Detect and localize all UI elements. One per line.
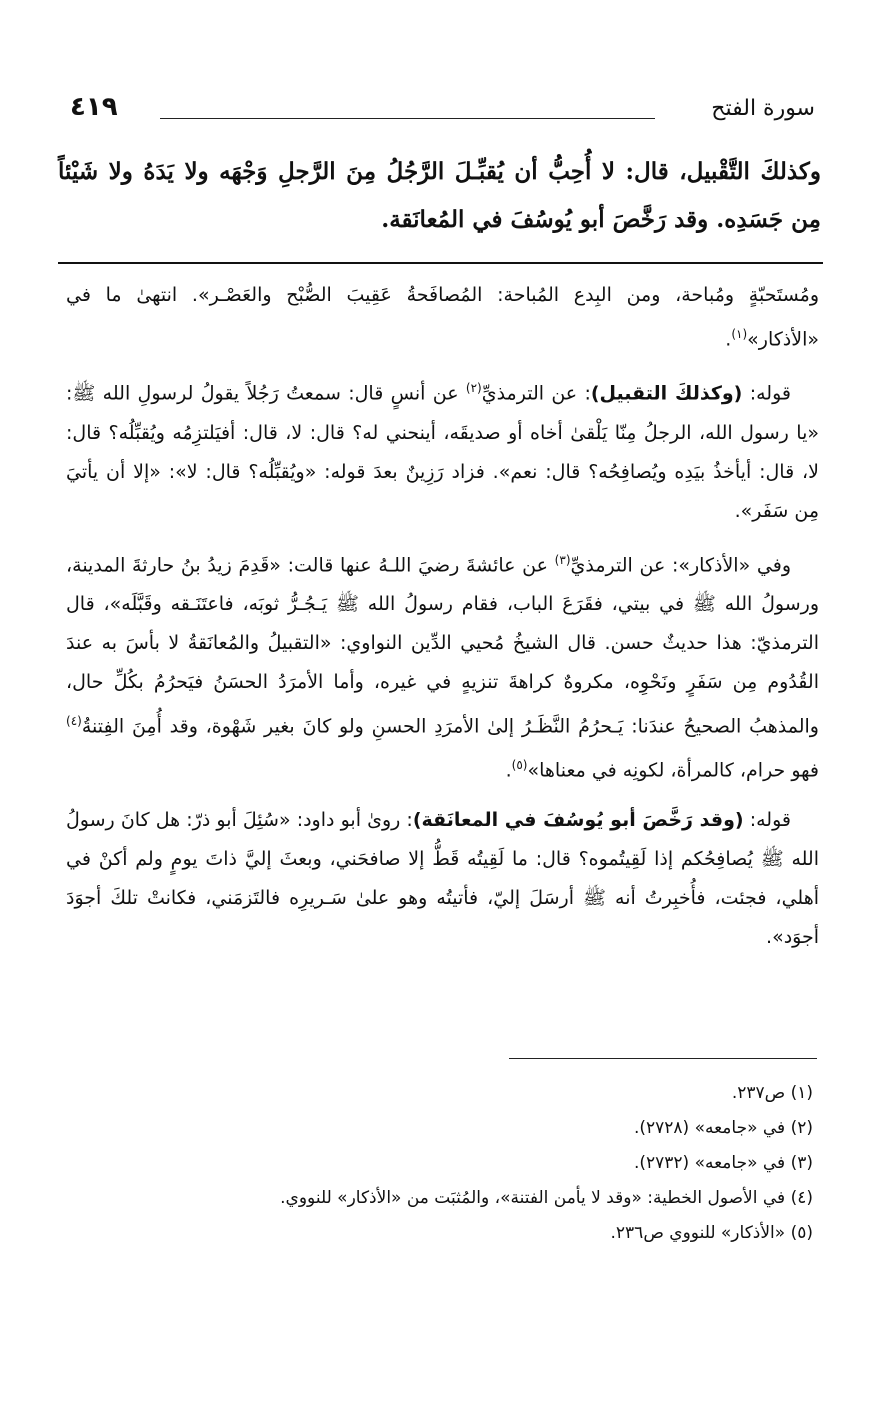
commentary-paragraph-1 <box>66 276 819 359</box>
paragraph-end: . <box>505 759 512 782</box>
paragraph-text: ومُستَحبّةٍ ومُباحة، ومن البِدع المُباحة: المُصافَحةُ عَقِيبَ الصُّبْح والعَصْـر». انتهىٰ ما في «الأذكار» <box>66 284 819 351</box>
footnote-ref-5[interactable]: (٥) <box>511 758 528 773</box>
footnote-ref-3[interactable]: (٣) <box>554 552 571 567</box>
footnotes <box>70 1076 813 1251</box>
commentary <box>66 276 819 967</box>
paragraph-lead: قوله: <box>742 382 791 405</box>
quoted-phrase: (وكذلكَ التقبيل) <box>590 382 743 405</box>
matn-bold-end: وقد رَخَّصَ أبو يُوسُفَ في المُعانَقة. <box>381 206 709 233</box>
commentary-paragraph-2 <box>66 369 819 530</box>
main-text <box>58 148 821 244</box>
surah-title: سورة الفتح <box>711 96 815 121</box>
matn-text: قال: لا أُحِبُّ أن يُقبِّـلَ الرَّجُلُ مِنَ الرَّجلِ وَجْهَه ولا يَدَهُ ولا شَيْئاً مِن جَسَدِه. <box>58 158 821 233</box>
footnote-ref-1[interactable]: (١) <box>731 327 748 341</box>
commentary-paragraph-4 <box>66 801 819 957</box>
paragraph-text: : روىٰ أبو داود: «سُئِلَ أبو ذرّ: هل كانَ رسولُ الله ﷺ يُصافِحُكم إذا لَقِيتُموه؟ قال: ما لَقِيتُه قَطُّ إلا صافحَني، وبعثَ إليَّ ذاتَ يومٍ ولم أكنْ في أهلي، فجئت، فأُخبِرتُ أنه ﷺ أرسَلَ إليّ، فأتيتُه وهو علىٰ سَـريرِه فالتَزمَني، فكانتْ تلكَ أجوَدَ أجوَد». <box>66 808 819 948</box>
footnote-ref-4[interactable]: (٤) <box>66 713 82 728</box>
paragraph-text: عن عائشةَ رضيَ اللـهُ عنها قالت: «قَدِمَ زيدُ بنُ حارثةَ المدينة، ورسولُ الله ﷺ في بيتي، فقَرَعَ الباب، فقام رسولُ الله ﷺ يَـجُـرُّ ثوبَه، فاعتَنَـقه وقَبَّلَه»، قال الترمذيّ: هذا حديثٌ حسن. قال الشيخُ مُحيي الدِّين النواوي: «التقبيلُ والمُعانَقةُ لا بأسَ به عندَ القُدُوم مِن سَفَرٍ ونَحْوِه، مكروهٌ كراهةَ تنزيهٍ في غيره، وأما الأمرَدُ الحسَنُ فيَحرُمُ بكُلِّ حال، والمذهبُ الصحيحُ عندَنا: يَـحرُمُ النَّظَـرُ إلىٰ الأمرَدِ الحسنِ ولو كانَ بغير شَهْوة، وقد أُمِنَ الفِتنةُ <box>66 553 819 738</box>
paragraph-lead: قوله: <box>743 808 791 831</box>
header-rule <box>160 118 655 119</box>
paragraph-text: : عن الترمذيِّ <box>481 382 591 405</box>
matn-bold-lead: وكذلكَ التَّقْبيل، <box>679 158 821 185</box>
page-number: ٤١٩ <box>70 92 118 122</box>
paragraph-text: فهو حرام، كالمرأة، لكونِه في معناها» <box>527 759 819 782</box>
running-header <box>70 92 815 132</box>
footnote-3: (٣) في «جامعه» (٢٧٣٢). <box>633 1153 813 1173</box>
commentary-paragraph-3 <box>66 541 819 791</box>
footnote-ref-2[interactable]: (٢) <box>465 381 482 396</box>
paragraph-end: . <box>725 328 732 351</box>
footnote-5: (٥) «الأذكار» للنووي ص٢٣٦. <box>610 1223 813 1243</box>
main-text-divider <box>58 262 823 264</box>
footnote-2: (٢) في «جامعه» (٢٧٢٨). <box>633 1118 813 1138</box>
paragraph-text: عن أنسٍ قال: سمعتُ رَجُلاً يقولُ لرسولِ الله ﷺ: «يا رسول الله، الرجلُ مِنّا يَلْقىٰ أخاه أو صديقَه، أينحني له؟ قال: لا، قال: أفيَلتزِمُه ويُقبِّلُه؟ قال: لا، قال: أيأخذُ بيَدِه ويُصافِحُه؟ قال: نعم». فزاد رَزِينٌ بعدَ قوله: «ويُقبِّلُه؟ قال: لا»: «إلا أن يأتيَ مِن سَفَر». <box>66 382 819 522</box>
quoted-phrase: (وقد رَخَّصَ أبو يُوسُفَ في المعانَقة) <box>412 808 744 831</box>
footnote-4: (٤) في الأصول الخطية: «وقد لا يأمن الفتنة»، والمُثبَت من «الأذكار» للنووي. <box>280 1188 813 1208</box>
paragraph-text: وفي «الأذكار»: عن الترمذيِّ <box>570 553 791 576</box>
footnote-1: (١) ص٢٣٧. <box>731 1083 813 1103</box>
footnote-divider <box>509 1058 817 1059</box>
